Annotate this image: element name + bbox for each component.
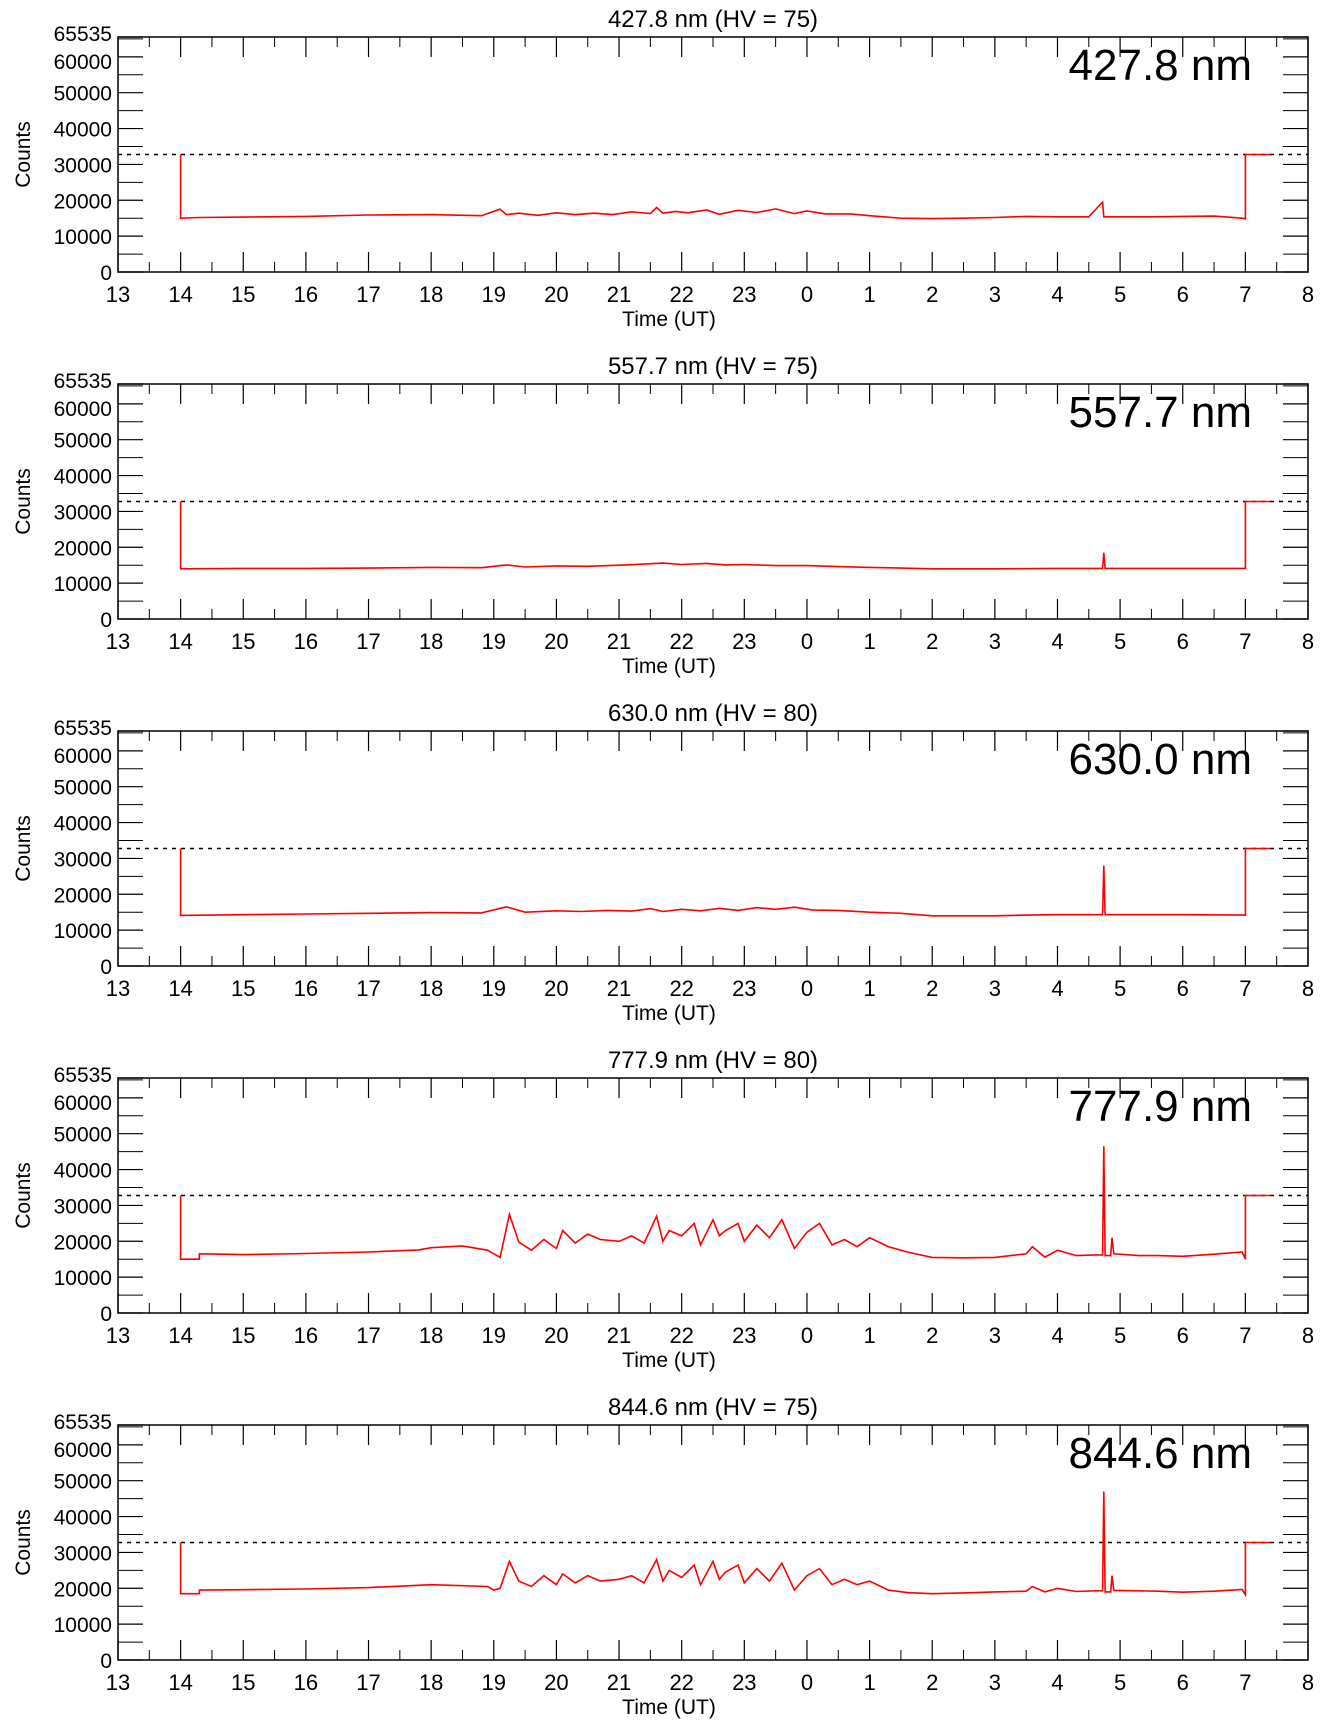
x-tick-label: 22 (669, 1323, 694, 1348)
x-tick-label: 18 (418, 629, 444, 654)
x-tick-label: 20 (544, 976, 569, 1001)
x-tick-label: 8 (1301, 1323, 1315, 1348)
y-tick-label: 10000 (53, 1267, 112, 1291)
x-tick-label: 7 (1239, 282, 1252, 307)
x-tick-label: 1 (863, 976, 876, 1001)
wavelength-annotation: 844.6 nm (1068, 1429, 1252, 1478)
x-tick-label: 13 (105, 1323, 131, 1348)
x-tick-label: 7 (1239, 976, 1252, 1001)
y-tick-label: 10000 (53, 573, 112, 597)
x-axis-label: Time (UT) (622, 308, 716, 331)
y-tick-label: 10000 (53, 226, 112, 250)
x-axis-label: Time (UT) (622, 1002, 716, 1025)
x-tick-label: 17 (356, 976, 381, 1001)
x-tick-label: 5 (1113, 1323, 1127, 1348)
chart-panel-4 (12, 1047, 1314, 1372)
x-tick-label: 23 (732, 282, 757, 307)
x-tick-label: 6 (1176, 1670, 1189, 1695)
x-tick-label: 14 (168, 629, 193, 654)
chart-title: 630.0 nm (HV = 80) (607, 700, 819, 727)
x-tick-label: 2 (926, 629, 939, 654)
x-tick-label: 7 (1239, 1323, 1252, 1348)
y-tick-label: 65535 (53, 370, 112, 393)
x-tick-label: 8 (1301, 976, 1315, 1001)
y-tick-label: 0 (100, 956, 112, 979)
x-tick-label: 4 (1051, 1670, 1064, 1695)
x-tick-label: 6 (1176, 629, 1189, 654)
x-tick-label: 14 (168, 1323, 193, 1348)
x-tick-label: 14 (168, 976, 193, 1001)
x-tick-label: 4 (1051, 976, 1064, 1001)
x-tick-label: 23 (732, 1670, 757, 1695)
y-tick-label: 30000 (53, 501, 112, 525)
x-tick-label: 13 (105, 629, 131, 654)
y-tick-label: 40000 (53, 812, 112, 836)
x-tick-label: 15 (231, 976, 256, 1001)
x-tick-label: 20 (544, 1323, 569, 1348)
x-tick-label: 5 (1113, 629, 1127, 654)
y-tick-label: 10000 (53, 920, 112, 944)
wavelength-annotation: 427.8 nm (1068, 41, 1252, 90)
x-tick-label: 22 (669, 1670, 694, 1695)
x-tick-label: 18 (418, 1670, 444, 1695)
x-tick-label: 19 (481, 1323, 507, 1348)
x-tick-label: 2 (926, 1670, 939, 1695)
x-tick-label: 13 (105, 282, 131, 307)
x-tick-label: 6 (1176, 282, 1189, 307)
y-tick-label: 30000 (53, 1542, 112, 1566)
x-tick-label: 14 (168, 1670, 193, 1695)
x-tick-label: 3 (988, 629, 1001, 654)
y-tick-label: 60000 (53, 1438, 112, 1462)
x-tick-label: 21 (606, 976, 632, 1001)
y-axis-label: Counts (12, 1509, 35, 1576)
y-tick-label: 30000 (53, 1195, 112, 1219)
x-tick-label: 1 (863, 1670, 876, 1695)
x-tick-label: 5 (1113, 976, 1127, 1001)
x-tick-label: 17 (356, 1670, 381, 1695)
x-tick-label: 16 (293, 1670, 319, 1695)
y-tick-label: 40000 (53, 1159, 112, 1183)
series-line-1 (181, 502, 1271, 569)
x-tick-label: 3 (988, 1323, 1001, 1348)
y-tick-label: 30000 (53, 154, 112, 178)
y-tick-label: 60000 (53, 50, 112, 74)
x-tick-label: 7 (1239, 1670, 1252, 1695)
y-tick-label: 50000 (53, 82, 112, 106)
x-tick-label: 17 (356, 1323, 381, 1348)
y-tick-label: 0 (100, 1650, 112, 1673)
x-tick-label: 1 (863, 282, 876, 307)
chart-panel-5 (12, 1394, 1314, 1719)
y-tick-label: 10000 (53, 1614, 112, 1638)
x-tick-label: 0 (800, 1670, 814, 1695)
x-tick-label: 2 (926, 976, 939, 1001)
x-tick-label: 8 (1301, 282, 1315, 307)
y-axis-label: Counts (12, 468, 35, 535)
x-tick-label: 4 (1051, 629, 1064, 654)
y-tick-label: 40000 (53, 118, 112, 142)
x-tick-label: 8 (1301, 1670, 1315, 1695)
x-tick-label: 18 (418, 1323, 444, 1348)
x-tick-label: 22 (669, 976, 694, 1001)
x-tick-label: 2 (926, 1323, 939, 1348)
x-tick-label: 15 (231, 1670, 256, 1695)
y-tick-label: 20000 (53, 884, 112, 908)
x-tick-label: 16 (293, 282, 319, 307)
y-tick-label: 20000 (53, 190, 112, 214)
y-tick-label: 30000 (53, 848, 112, 872)
chart-title: 844.6 nm (HV = 75) (607, 1394, 819, 1421)
x-tick-label: 1 (863, 1323, 876, 1348)
x-tick-label: 3 (988, 282, 1001, 307)
y-tick-label: 20000 (53, 537, 112, 561)
x-tick-label: 20 (544, 629, 569, 654)
x-tick-label: 1 (863, 629, 876, 654)
x-tick-label: 6 (1176, 976, 1189, 1001)
x-tick-label: 6 (1176, 1323, 1189, 1348)
x-tick-label: 19 (481, 1670, 507, 1695)
y-tick-label: 0 (100, 609, 112, 632)
x-tick-label: 17 (356, 282, 381, 307)
x-tick-label: 16 (293, 976, 319, 1001)
x-tick-label: 23 (732, 976, 757, 1001)
x-tick-label: 16 (293, 629, 319, 654)
x-tick-label: 15 (231, 629, 256, 654)
chart-panel-2 (12, 353, 1314, 678)
y-tick-label: 0 (100, 1303, 112, 1326)
x-tick-label: 20 (544, 282, 569, 307)
x-tick-label: 14 (168, 282, 193, 307)
y-tick-label: 50000 (53, 776, 112, 800)
x-tick-label: 4 (1051, 1323, 1064, 1348)
series-line-1 (181, 849, 1271, 916)
x-tick-label: 18 (418, 976, 444, 1001)
x-tick-label: 5 (1113, 1670, 1127, 1695)
x-tick-label: 15 (231, 282, 256, 307)
x-tick-label: 0 (800, 976, 814, 1001)
y-axis-label: Counts (12, 1162, 35, 1229)
x-tick-label: 8 (1301, 629, 1315, 654)
x-axis-label: Time (UT) (622, 1696, 716, 1719)
x-tick-label: 23 (732, 1323, 757, 1348)
x-tick-label: 18 (418, 282, 444, 307)
chart-title: 557.7 nm (HV = 75) (607, 353, 819, 380)
y-tick-label: 65535 (53, 1064, 112, 1087)
x-tick-label: 4 (1051, 282, 1064, 307)
x-tick-label: 15 (231, 1323, 256, 1348)
chart-title: 777.9 nm (HV = 80) (607, 1047, 819, 1074)
x-tick-label: 21 (606, 282, 632, 307)
y-tick-label: 40000 (53, 465, 112, 489)
y-tick-label: 50000 (53, 429, 112, 453)
x-tick-label: 19 (481, 282, 507, 307)
y-axis-label: Counts (12, 815, 35, 882)
y-tick-label: 65535 (53, 23, 112, 46)
y-tick-label: 50000 (53, 1123, 112, 1147)
x-tick-label: 22 (669, 282, 694, 307)
x-tick-label: 21 (606, 629, 632, 654)
x-axis-label: Time (UT) (622, 655, 716, 678)
y-tick-label: 50000 (53, 1470, 112, 1494)
y-tick-label: 20000 (53, 1578, 112, 1602)
x-tick-label: 3 (988, 1670, 1001, 1695)
y-tick-label: 60000 (53, 397, 112, 421)
wavelength-annotation: 630.0 nm (1068, 735, 1252, 784)
x-tick-label: 16 (293, 1323, 319, 1348)
y-tick-label: 65535 (53, 1411, 112, 1434)
x-tick-label: 17 (356, 629, 381, 654)
x-tick-label: 20 (544, 1670, 569, 1695)
x-tick-label: 19 (481, 629, 507, 654)
x-axis-label: Time (UT) (622, 1349, 716, 1372)
x-tick-label: 19 (481, 976, 507, 1001)
y-tick-label: 60000 (53, 1091, 112, 1115)
series-line-1 (181, 1146, 1271, 1259)
x-tick-label: 0 (800, 629, 814, 654)
y-tick-label: 0 (100, 262, 112, 285)
x-tick-label: 0 (800, 1323, 814, 1348)
chart-panel-1 (12, 6, 1314, 331)
series-line-1 (181, 155, 1271, 219)
x-tick-label: 21 (606, 1323, 632, 1348)
x-tick-label: 22 (669, 629, 694, 654)
y-tick-label: 60000 (53, 744, 112, 768)
x-tick-label: 23 (732, 629, 757, 654)
x-tick-label: 21 (606, 1670, 632, 1695)
y-tick-label: 40000 (53, 1506, 112, 1530)
y-tick-label: 20000 (53, 1231, 112, 1255)
x-tick-label: 5 (1113, 282, 1127, 307)
x-tick-label: 0 (800, 282, 814, 307)
x-tick-label: 2 (926, 282, 939, 307)
x-tick-label: 13 (105, 1670, 131, 1695)
x-tick-label: 3 (988, 976, 1001, 1001)
y-axis-label: Counts (12, 121, 35, 188)
chart-title: 427.8 nm (HV = 75) (607, 6, 819, 33)
wavelength-annotation: 777.9 nm (1068, 1082, 1252, 1131)
chart-panel-3 (12, 700, 1314, 1025)
wavelength-annotation: 557.7 nm (1068, 388, 1252, 437)
y-tick-label: 65535 (53, 717, 112, 740)
x-tick-label: 7 (1239, 629, 1252, 654)
x-tick-label: 13 (105, 976, 131, 1001)
